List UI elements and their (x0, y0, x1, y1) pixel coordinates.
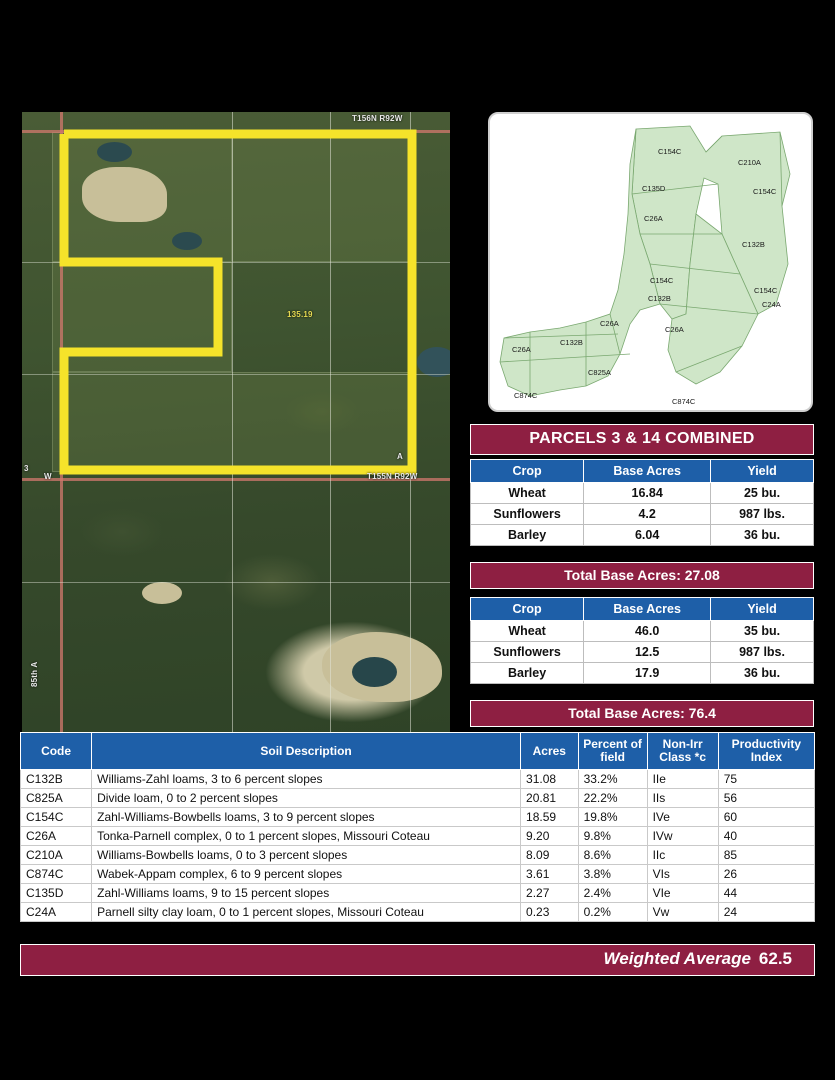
cell-percent: 2.4% (578, 884, 647, 903)
soil-description-table (20, 732, 815, 922)
cell-code: C210A (21, 846, 92, 865)
map-label-w: W (44, 472, 52, 481)
table-header-row (21, 733, 815, 770)
cell-crop: Barley (471, 663, 584, 684)
cell-productivity: 44 (718, 884, 814, 903)
table-row (471, 642, 814, 663)
table-row (471, 525, 814, 546)
table-row (21, 827, 815, 846)
cell-code: C874C (21, 865, 92, 884)
map-label-3: 3 (24, 464, 29, 473)
cell-yield: 25 bu. (711, 483, 814, 504)
soil-label: C132B (648, 294, 671, 303)
cell-base-acres: 12.5 (584, 642, 711, 663)
col-soil-description: Soil Description (92, 733, 521, 770)
cell-percent: 3.8% (578, 865, 647, 884)
total-base-acres-2: Total Base Acres: 76.4 (470, 700, 814, 727)
cell-description: Parnell silty clay loam, 0 to 1 percent slopes, Missouri Coteau (92, 903, 521, 922)
cell-yield: 36 bu. (711, 525, 814, 546)
soil-label: C154C (754, 286, 778, 295)
soil-inset-map[interactable] (488, 112, 813, 412)
aerial-track (410, 112, 411, 732)
cell-productivity: 60 (718, 808, 814, 827)
cell-description: Zahl-Williams-Bowbells loams, 3 to 9 percent slopes (92, 808, 521, 827)
col-crop: Crop (471, 460, 584, 483)
total-base-acres-1: Total Base Acres: 27.08 (470, 562, 814, 589)
soil-label: C874C (672, 397, 696, 406)
cell-productivity: 56 (718, 789, 814, 808)
map-label-85th-ave: 85th A (30, 661, 39, 687)
aerial-track (22, 374, 450, 375)
cell-productivity: 26 (718, 865, 814, 884)
aerial-track (232, 112, 233, 732)
aerial-map[interactable] (22, 112, 450, 732)
cell-crop: Sunflowers (471, 642, 584, 663)
map-label-a: A (397, 452, 403, 461)
cell-percent: 19.8% (578, 808, 647, 827)
cell-class: IIc (647, 846, 718, 865)
cell-code: C26A (21, 827, 92, 846)
soil-label: C825A (588, 368, 611, 377)
weighted-average-label: Weighted Average (603, 949, 751, 968)
base-acres-table-2 (470, 597, 814, 684)
table-row (21, 808, 815, 827)
cell-productivity: 24 (718, 903, 814, 922)
cell-class: VIs (647, 865, 718, 884)
base-acres-table-1 (470, 459, 814, 546)
cell-acres: 8.09 (521, 846, 579, 865)
soil-label: C135D (642, 184, 666, 193)
aerial-field (232, 132, 412, 262)
soil-label: C154C (658, 147, 682, 156)
aerial-pond (172, 232, 202, 250)
cell-percent: 8.6% (578, 846, 647, 865)
cell-yield: 987 lbs. (711, 642, 814, 663)
table-header-row (471, 460, 814, 483)
cell-acres: 3.61 (521, 865, 579, 884)
cell-code: C825A (21, 789, 92, 808)
table-header-row (471, 598, 814, 621)
aerial-pond (352, 657, 397, 687)
cell-yield: 35 bu. (711, 621, 814, 642)
cell-yield: 36 bu. (711, 663, 814, 684)
soil-label: C26A (644, 214, 663, 223)
table-row (471, 663, 814, 684)
soil-label: C132B (742, 240, 765, 249)
cell-description: Tonka-Parnell complex, 0 to 1 percent slopes, Missouri Coteau (92, 827, 521, 846)
cell-percent: 9.8% (578, 827, 647, 846)
table-row (471, 504, 814, 525)
table-row (471, 621, 814, 642)
col-yield: Yield (711, 598, 814, 621)
cell-description: Williams-Zahl loams, 3 to 6 percent slopes (92, 770, 521, 789)
table-row (471, 483, 814, 504)
table-row (21, 865, 815, 884)
cell-yield: 987 lbs. (711, 504, 814, 525)
table-row (21, 903, 815, 922)
cell-acres: 20.81 (521, 789, 579, 808)
cell-acres: 0.23 (521, 903, 579, 922)
soil-label: C874C (514, 391, 538, 400)
cell-acres: 18.59 (521, 808, 579, 827)
cell-base-acres: 6.04 (584, 525, 711, 546)
cell-description: Wabek-Appam complex, 6 to 9 percent slopes (92, 865, 521, 884)
soil-label: C154C (753, 187, 777, 196)
cell-code: C132B (21, 770, 92, 789)
cell-percent: 33.2% (578, 770, 647, 789)
col-yield: Yield (711, 460, 814, 483)
table-row (21, 770, 815, 789)
aerial-track (22, 582, 450, 583)
map-label-township-north: T156N R92W (352, 114, 403, 123)
aerial-field (52, 262, 232, 372)
aerial-track (22, 262, 450, 263)
soil-label: C26A (600, 319, 619, 328)
soil-label: C210A (738, 158, 761, 167)
cell-code: C154C (21, 808, 92, 827)
cell-description: Zahl-Williams loams, 9 to 15 percent slopes (92, 884, 521, 903)
soil-polygons (490, 114, 811, 410)
col-percent-of-field: Percent of field (578, 733, 647, 770)
cell-class: Vw (647, 903, 718, 922)
cell-acres: 2.27 (521, 884, 579, 903)
cell-percent: 22.2% (578, 789, 647, 808)
map-label-acreage: 135.19 (287, 310, 313, 319)
aerial-road-horizontal (22, 130, 450, 133)
cell-class: IVw (647, 827, 718, 846)
cell-productivity: 40 (718, 827, 814, 846)
col-base-acres: Base Acres (584, 598, 711, 621)
cell-code: C135D (21, 884, 92, 903)
cell-class: IIe (647, 770, 718, 789)
parcels-title: PARCELS 3 & 14 COMBINED (470, 424, 814, 455)
soil-label: C26A (665, 325, 684, 334)
cell-class: IIs (647, 789, 718, 808)
col-productivity-index: Productivity Index (718, 733, 814, 770)
col-code: Code (21, 733, 92, 770)
table-row (21, 846, 815, 865)
aerial-road-vertical (60, 112, 63, 732)
table-row (21, 789, 815, 808)
col-non-irr-class: Non-Irr Class *c (647, 733, 718, 770)
cell-class: IVe (647, 808, 718, 827)
cell-code: C24A (21, 903, 92, 922)
cell-crop: Sunflowers (471, 504, 584, 525)
cell-productivity: 85 (718, 846, 814, 865)
soil-label: C154C (650, 276, 674, 285)
cell-percent: 0.2% (578, 903, 647, 922)
cell-base-acres: 16.84 (584, 483, 711, 504)
aerial-pond (417, 347, 450, 377)
col-base-acres: Base Acres (584, 460, 711, 483)
aerial-track (330, 112, 331, 732)
weighted-average-bar (20, 944, 815, 976)
cell-class: VIe (647, 884, 718, 903)
aerial-bare-soil (142, 582, 182, 604)
cell-description: Divide loam, 0 to 2 percent slopes (92, 789, 521, 808)
cell-productivity: 75 (718, 770, 814, 789)
col-crop: Crop (471, 598, 584, 621)
cell-base-acres: 17.9 (584, 663, 711, 684)
cell-acres: 9.20 (521, 827, 579, 846)
table-row (21, 884, 815, 903)
weighted-average-value: 62.5 (758, 949, 792, 968)
aerial-bare-soil (82, 167, 167, 222)
cell-description: Williams-Bowbells loams, 0 to 3 percent slopes (92, 846, 521, 865)
col-acres: Acres (521, 733, 579, 770)
cell-base-acres: 4.2 (584, 504, 711, 525)
soil-label: C132B (560, 338, 583, 347)
soil-label: C24A (762, 300, 781, 309)
cell-acres: 31.08 (521, 770, 579, 789)
cell-crop: Wheat (471, 483, 584, 504)
cell-base-acres: 46.0 (584, 621, 711, 642)
soil-label: C26A (512, 345, 531, 354)
cell-crop: Wheat (471, 621, 584, 642)
aerial-pond (97, 142, 132, 162)
map-label-township-south: T155N R92W (367, 472, 418, 481)
cell-crop: Barley (471, 525, 584, 546)
